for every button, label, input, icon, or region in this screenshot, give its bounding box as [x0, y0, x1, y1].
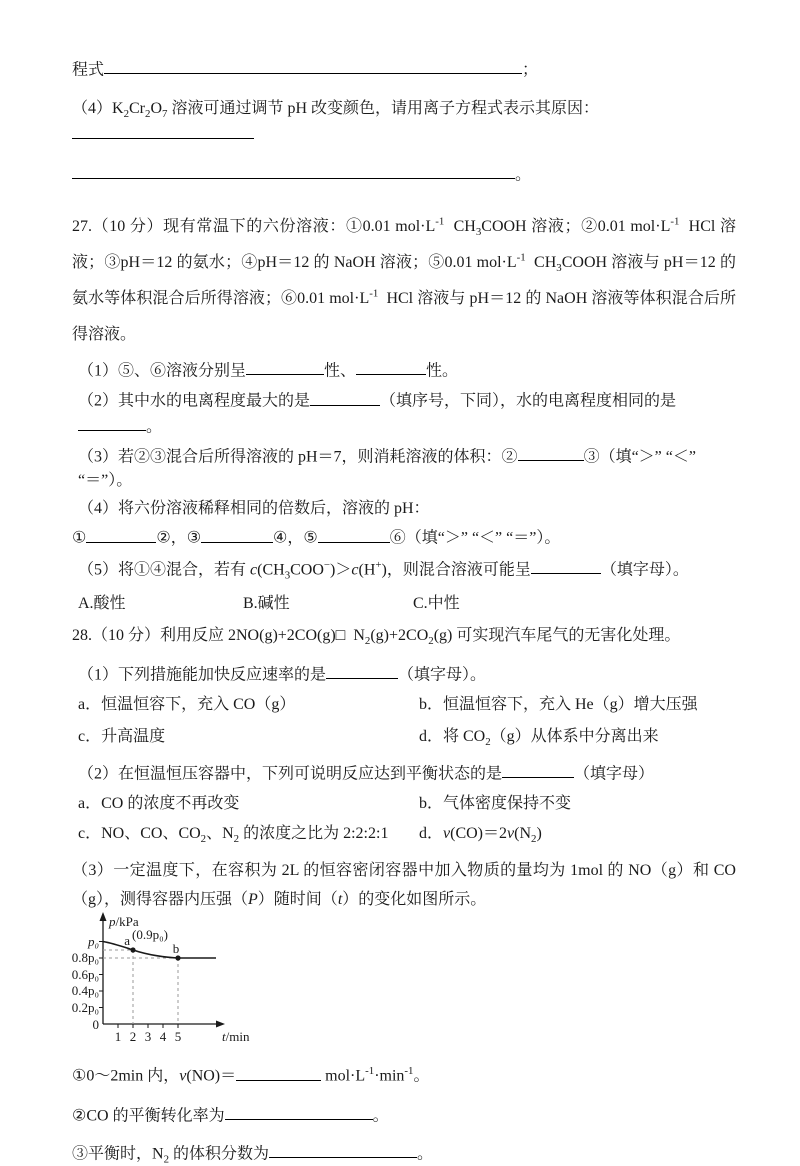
x-axis-arrow [216, 1021, 225, 1028]
q26-part4-answer-line: 。 [72, 162, 736, 187]
y-tick-06p0: 0.6p₀ [72, 967, 99, 983]
q28-part2-option-d: d．$v(CO)=2v(N_2)$ [419, 825, 542, 846]
answer-blank [104, 57, 522, 74]
q28-part2-options-row2 [72, 822, 736, 846]
point-b-label: b [172, 941, 180, 957]
q27-answer-options [72, 592, 736, 616]
y-tick-p0: p₀ [87, 934, 99, 950]
q28-part2-option-a: a．CO 的浓度不再改变 [78, 795, 240, 813]
answer-blank [518, 444, 584, 461]
y-tick-04p0: 0.4p₀ [72, 983, 99, 999]
point-a-dot [130, 948, 135, 953]
x-tick-1: 1 [114, 1029, 122, 1045]
q28-part1-option-d: d．将 $CO_2(g)$从体系中分离出来 [419, 728, 659, 749]
x-tick-4: 4 [159, 1029, 167, 1045]
exam-page [72, 57, 736, 1166]
q28-part2: （2）在恒温恒压容器中，下列可说明反应达到平衡状态的是 （填字母） [72, 761, 736, 786]
x-axis-label: t/min [222, 1029, 250, 1045]
answer-blank [78, 414, 146, 431]
answer-blank [269, 1141, 417, 1158]
x-tick-2: 2 [129, 1029, 137, 1045]
q27-part3: （3）若②③混合后所得溶液的 pH＝7，则消耗溶液的体积：② ③（填“＞” “＜” “＝”）。 [72, 444, 736, 493]
y-tick-0: 0 [92, 1017, 99, 1033]
axis-tick-marks [99, 942, 178, 1029]
q27-option-a: A.酸性 [78, 594, 126, 612]
q28-part2-options-row1 [72, 792, 736, 816]
q28-part3: （3）一定温度下，在容积为 2L 的恒容密闭容器中加入物质的量均为 1mol 的 NO（g）和 CO（g），测得容器内压强（P）随时间（t）的变化如图所示。 [72, 862, 736, 909]
point-b-dot [175, 956, 180, 961]
q27-stem: 27.（10 分）现有常温下的六份溶液：①0.01 $mol\cdot L^{-1}$ $CH_3COOH$ 溶液；②0.01 $mol\cdot L^{-1}$ HCl 溶液；③pH＝12 的氨水；④pH＝12 的 NaOH 溶液；⑤0.01 $mol\cdot L^{-1}$ $CH_3COOH$ 溶液与 pH＝12 的氨水等体积混合后所得溶液；⑥0.01 $mol\cdot L^{-1}$ HCl 溶液与 pH＝12 的 NaOH 溶液等体积混合后所得溶液。 [72, 215, 736, 343]
y-tick-08p0: 0.8p₀ [72, 950, 99, 966]
answer-blank [356, 358, 426, 375]
answer-blank [531, 557, 601, 574]
dashed-guides [103, 950, 178, 1024]
point-a-value-label: (0.9p₀) [132, 927, 168, 943]
y-tick-02p0: 0.2p₀ [72, 1000, 99, 1016]
q27-option-c: C.中性 [413, 594, 460, 612]
q27-part5: （5）将①④混合，若有 $c(CH_3COO^-)>c(H^+)$，则混合溶液可能呈 （填字母）。 [78, 558, 689, 581]
pressure-curve [103, 942, 216, 959]
q28-part1-option-b: b．恒温恒容下，充入 He（g）增大压强 [419, 696, 698, 714]
answer-blank [225, 1103, 373, 1120]
answer-blank [246, 358, 324, 375]
q28-part1-options-row2 [72, 725, 736, 749]
q26-part4-line: $(4)K_2Cr_2O_7$ 溶液可通过调节 pH 改变颜色，请用离子方程式表示其原因： [72, 97, 736, 146]
answer-blank [326, 662, 398, 679]
q28-part2-option-b: b．气体密度保持不变 [419, 795, 572, 813]
answer-blank [72, 121, 254, 138]
answer-blank [318, 525, 390, 542]
x-tick-5: 5 [174, 1029, 182, 1045]
q28-stem: 28.（10 分）利用反应 2NO(g)+2CO(g)□ $N_2(g)+2CO_2(g)$ 可实现汽车尾气的无害化处理。 [72, 626, 681, 647]
answer-blank [236, 1063, 321, 1080]
q27-part2: （2）其中水的电离程度最大的是 （填序号，下同），水的电离程度相同的是。 [72, 388, 736, 439]
pressure-time-chart [72, 910, 282, 1050]
q28-part3-sub2: ②CO 的平衡转化率为 。 [72, 1103, 736, 1128]
answer-blank [310, 388, 380, 405]
q27-part4-blanks: ① ②，③ ④，⑤ ⑥（填“＞” “＜” “＝”）。 [72, 525, 736, 550]
q28-part1: （1）下列措施能加快反应速率的是 （填字母）。 [72, 662, 736, 687]
chart-container [72, 910, 736, 1055]
q28-part1-options-row1 [72, 693, 736, 717]
q27-part1: （1）⑤、⑥溶液分别呈 性、 性。 [72, 358, 736, 383]
q27-part4: （4）将六份溶液稀释相同的倍数后，溶液的 pH： [78, 500, 430, 518]
q27-option-b: B.碱性 [243, 594, 290, 612]
answer-blank [86, 525, 156, 542]
answer-blank [72, 162, 515, 179]
x-tick-3: 3 [144, 1029, 152, 1045]
q28-part1-option-c: c．升高温度 [78, 728, 166, 746]
answer-blank [201, 525, 273, 542]
y-axis-arrow [100, 912, 107, 921]
answer-blank [502, 761, 574, 778]
q28-part1-option-a: a．恒温恒容下，充入 CO（g） [78, 696, 296, 714]
point-a-label: a [124, 933, 130, 949]
y-axis-label: p/kPa [109, 914, 139, 930]
q26-equation-tail-line: 程式 ； [72, 57, 736, 82]
q28-part3-sub3: ③平衡时，$N_2$ 的体积分数为 。 [72, 1141, 736, 1166]
q28-part2-option-c: c．NO、CO、$CO_2$、$N_2$ 的浓度之比为 2:2:2:1 [78, 825, 389, 846]
q28-part3-sub1: ①0～2min 内，$v(NO)= mol\cdot L^{-1}\cdot\min^{-1}$。 [72, 1065, 430, 1085]
